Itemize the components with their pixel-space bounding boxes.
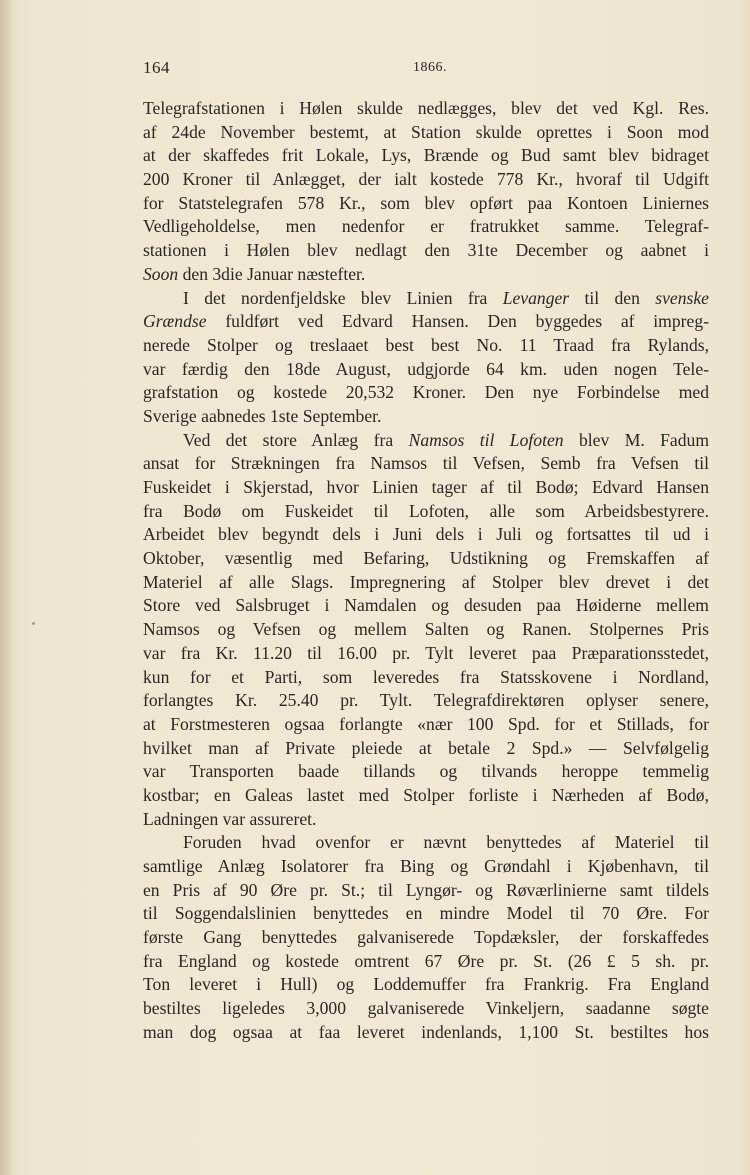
text-segment: fuldført ved Edvard Hansen. Den byggedes af impreg-: [206, 311, 709, 332]
text-segment: til den: [569, 287, 656, 308]
italic-place-name: Grændse: [143, 311, 207, 332]
text-line: Arbeidet blev begyndt dels i Juni dels i Juli og fortsattes til ud i: [143, 524, 709, 545]
text-line: kostbar; en Galeas lastet med Stolper forliste i Nærheden af Bodø,: [143, 784, 709, 805]
text-line: [143, 310, 709, 334]
text-line: ansat for Strækningen fra Namsos til Vefsen, Semb fra Vefsen til: [143, 453, 709, 474]
running-head-year: 1866.: [413, 60, 447, 75]
text-line: man dog ogsaa at faa leveret indenlands, 1,100 St. bestiltes hos: [143, 1021, 709, 1042]
text-line: fra England og kostede omtrent 67 Øre pr. St. (26 £ 5 sh. pr.: [143, 950, 709, 971]
text-line: Foruden hvad ovenfor er nævnt benyttedes af Materiel til: [183, 832, 709, 853]
text-line: Sverige aabnedes 1ste September.: [143, 405, 382, 426]
text-segment: den 3die Januar næstefter.: [178, 263, 366, 284]
text-line: fra Bodø om Fuskeidet til Lofoten, alle som Arbeidsbestyrere.: [143, 500, 709, 521]
text-line: nerede Stolper og treslaaet best best No. 11 Traad fra Rylands,: [143, 334, 709, 355]
text-line: Namsos og Vefsen og mellem Salten og Ranen. Stolpernes Pris: [143, 619, 709, 640]
text-line: Ton leveret i Hull) og Loddemuffer fra Frankrig. Fra England: [143, 974, 709, 995]
text-line: for Statstelegrafen 578 Kr., som blev opført paa Kontoen Liniernes: [143, 192, 709, 213]
text-line: [143, 429, 709, 453]
text-line: første Gang benyttedes galvaniserede Topdæksler, der forskaffedes: [143, 927, 709, 948]
text-line: Ladningen var assureret.: [143, 808, 317, 829]
text-line: at Forstmesteren ogsaa forlangte «nær 100 Spd. for et Stillads, for: [143, 713, 709, 734]
text-line: en Pris af 90 Øre pr. St.; til Lyngør- og Røværlinierne samt tildels: [143, 879, 709, 900]
text-line: samtlige Anlæg Isolatorer fra Bing og Grøndahl i Kjøbenhavn, til: [143, 856, 709, 876]
text-segment: I det nordenfjeldske blev Linien fra: [183, 287, 503, 308]
page-header: [143, 58, 709, 82]
text-line: forlangtes Kr. 25.40 pr. Tylt. Telegrafdirektøren oplyser senere,: [143, 690, 709, 711]
text-line: bestiltes ligeledes 3,000 galvaniserede Vinkeljern, saadanne søgte: [143, 998, 709, 1019]
text-line: var fra Kr. 11.20 til 16.00 pr. Tylt leveret paa Præparationsstedet,: [143, 642, 709, 663]
gutter-shadow: [0, 0, 14, 1175]
text-line: af 24de November bestemt, at Station skulde oprettes i Soon mod: [143, 121, 709, 142]
text-line: til Soggendalslinien benyttedes en mindre Model til 70 Øre. For: [143, 903, 709, 924]
text-line: Oktober, væsentlig med Befaring, Udstikning og Fremskaffen af: [143, 548, 709, 569]
text-line: stationen i Hølen blev nedlagt den 31te December og aabnet i: [143, 240, 709, 261]
italic-place-name: Levanger: [502, 287, 570, 308]
text-line: var Transporten baade tillands og tilvands heroppe temmelig: [143, 761, 709, 782]
italic-place-name: Soon: [143, 263, 179, 284]
text-line: Store ved Salsbruget i Namdalen og desuden paa Høiderne mellem: [143, 595, 709, 616]
text-line: var færdig den 18de August, udgjorde 64 km. uden nogen Tele-: [143, 358, 709, 379]
text-segment: Ved det store Anlæg fra: [183, 429, 409, 450]
text-line: 200 Kroner til Anlægget, der ialt kostede 778 Kr., hvoraf til Udgift: [143, 169, 709, 190]
text-line: [143, 287, 709, 311]
text-line: Telegrafstationen i Hølen skulde nedlægges, blev det ved Kgl. Res.: [143, 98, 709, 118]
text-line: [143, 263, 709, 287]
text-line: kun for et Parti, som leveredes fra Statsskovene i Nordland,: [143, 666, 709, 687]
italic-place-name: svenske: [655, 287, 709, 308]
text-line: Materiel af alle Slags. Impregnering af Stolper blev drevet i det: [143, 571, 709, 592]
text-line: at der skaffedes frit Lokale, Lys, Brænde og Bud samt blev bidraget: [143, 145, 709, 166]
body-text: [143, 97, 709, 1045]
text-segment: blev M. Fadum: [563, 429, 710, 450]
paper-speck: [32, 622, 35, 625]
italic-place-name: Namsos til Lofoten: [408, 429, 564, 450]
text-line: Fuskeidet i Skjerstad, hvor Linien tager af til Bodø; Edvard Hansen: [143, 477, 709, 497]
text-line: grafstation og kostede 20,532 Kroner. Den nye Forbindelse med: [143, 382, 709, 403]
page-number: 164: [143, 58, 170, 77]
text-line: Vedligeholdelse, men nedenfor er fratrukket samme. Telegraf-: [143, 216, 709, 237]
text-line: hvilket man af Private pleiede at betale 2 Spd.» — Selvfølgelig: [143, 737, 709, 758]
